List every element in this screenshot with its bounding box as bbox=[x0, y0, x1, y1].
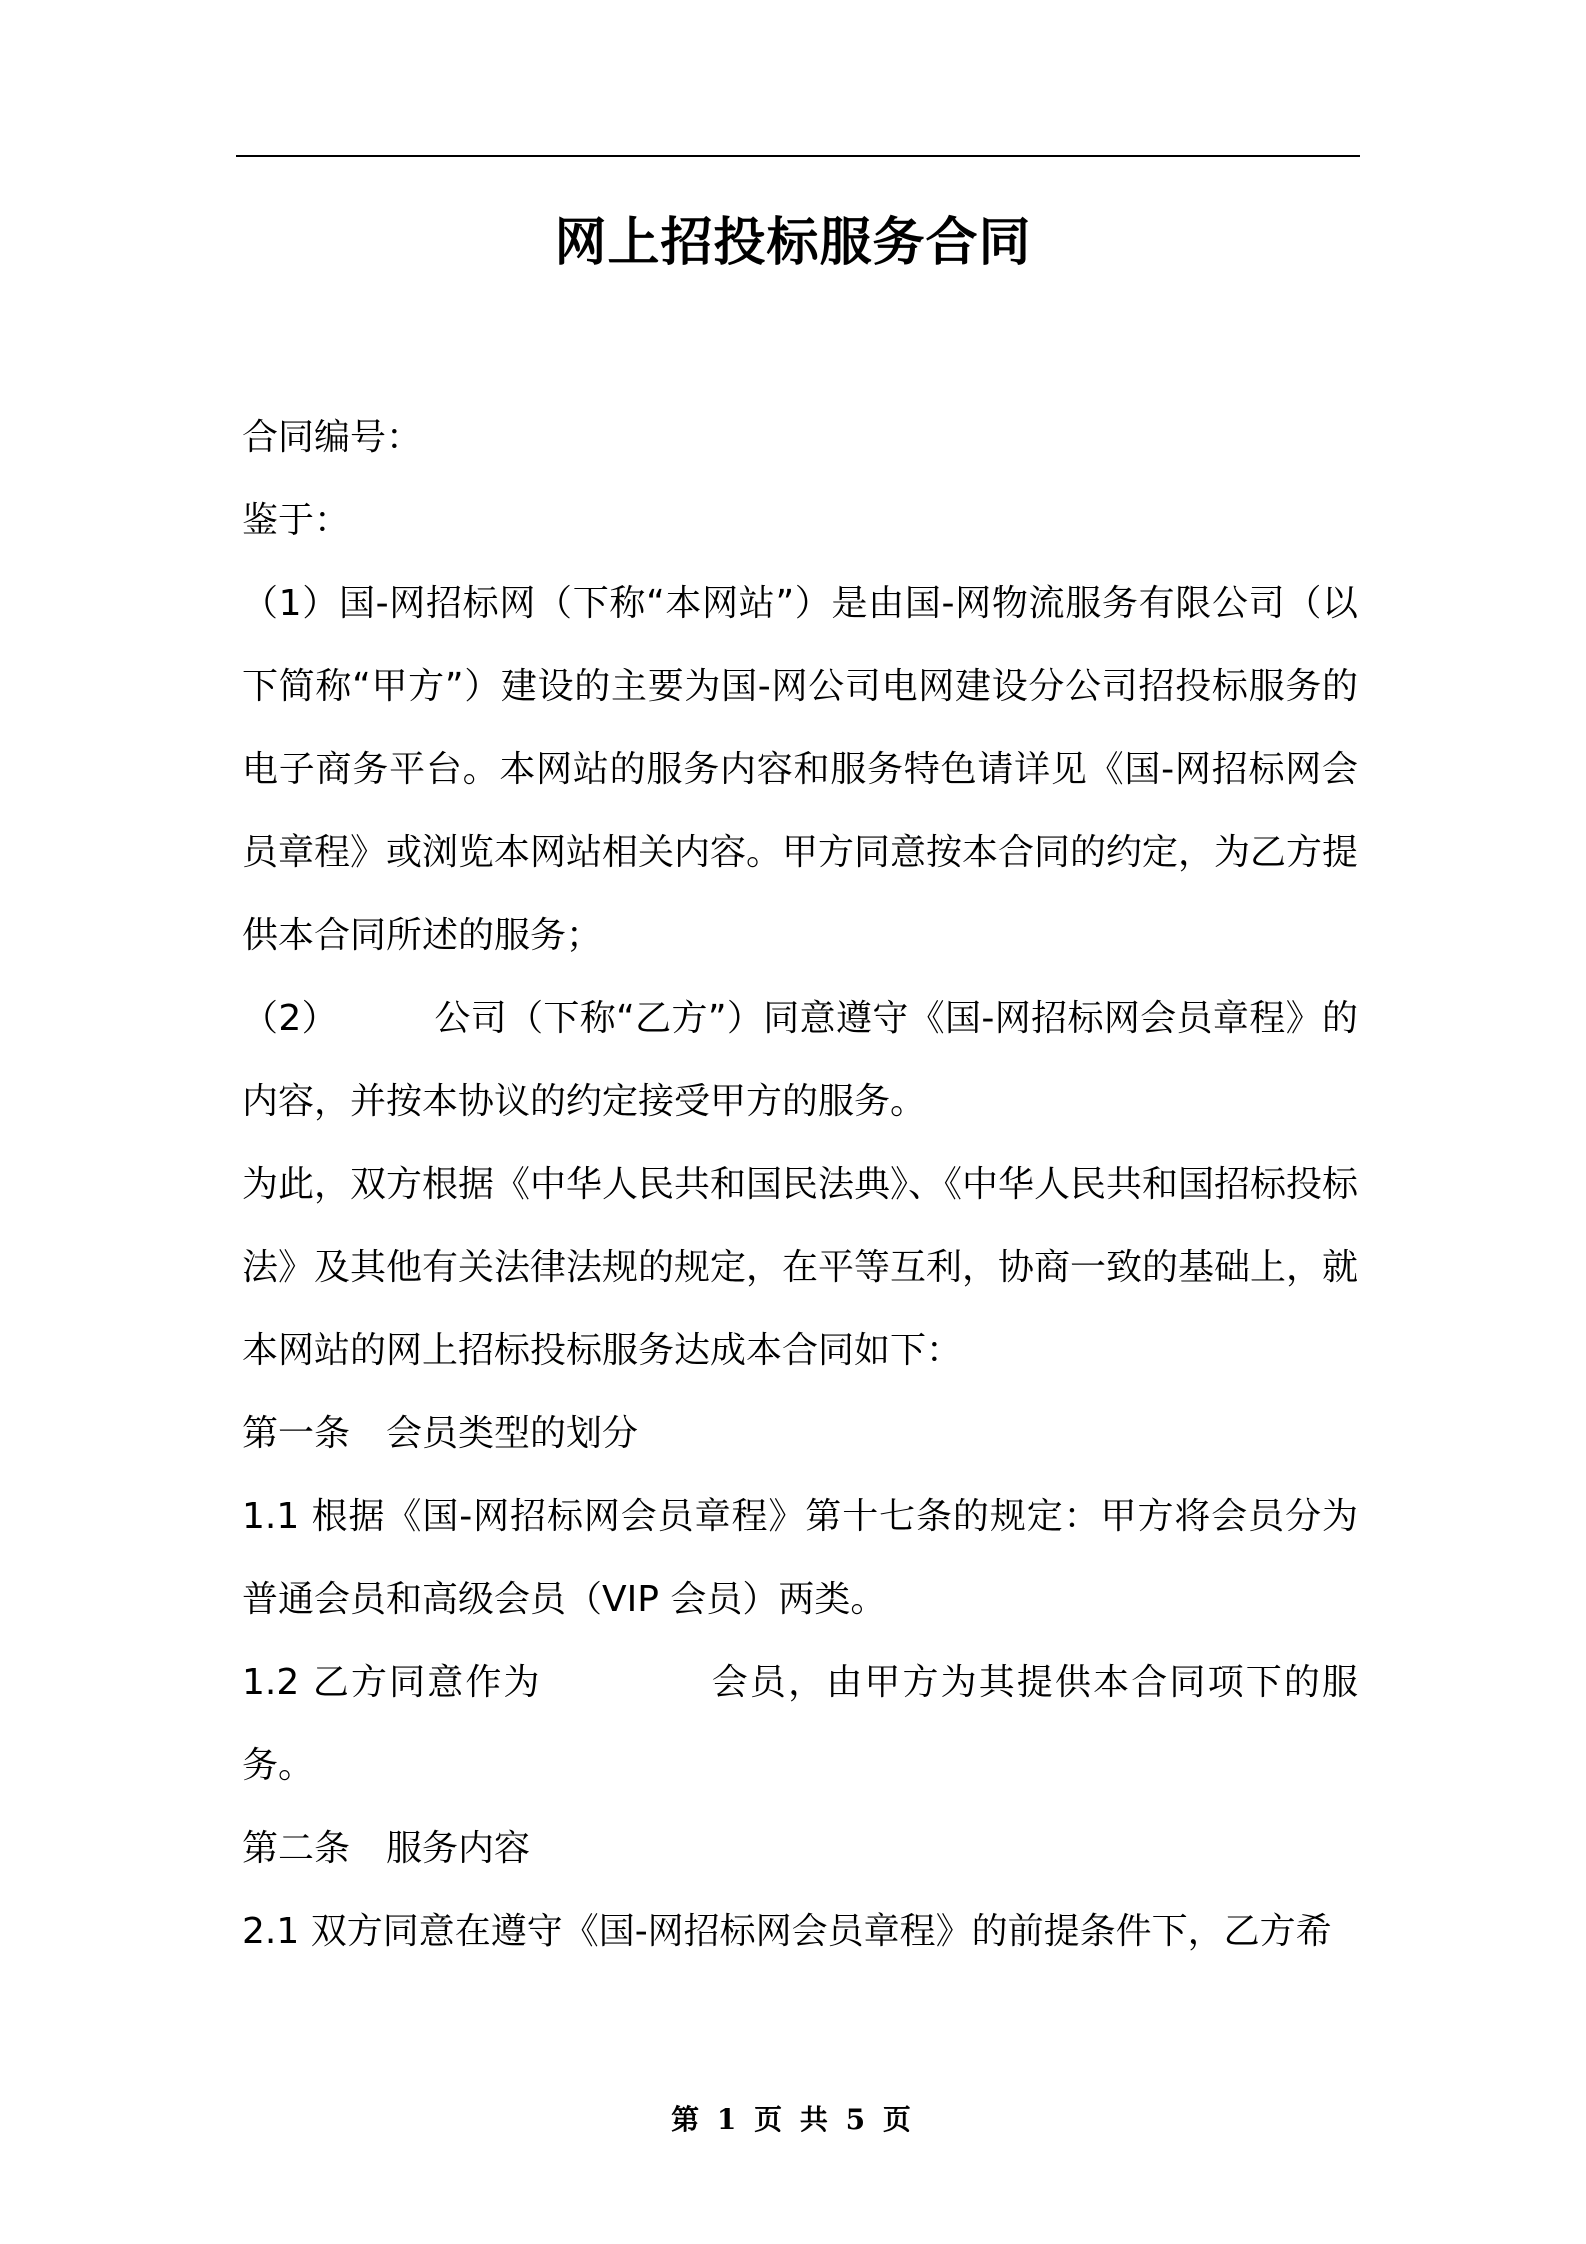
article-1-heading bbox=[242, 1392, 1358, 1475]
clause-1-2-prefix: 1.2 乙方同意作为 bbox=[242, 1662, 542, 1703]
article-1-title: 会员类型的划分 bbox=[386, 1413, 639, 1454]
article-1-number: 第一条 bbox=[242, 1413, 351, 1454]
whereas-line: 鉴于： bbox=[242, 500, 351, 541]
article-2-number: 第二条 bbox=[242, 1828, 351, 1869]
contract-number-line: 合同编号： bbox=[242, 417, 423, 458]
recital-item-1: （1）国-网招标网（下称“本网站”）是由国-网物流服务有限公司（以下简称“甲方”）建设的主要为国-网公司电网建设分公司招投标服务的电子商务平台。本网站的服务内容和服务特色请详见《国-网招标网会员章程》或浏览本网站相关内容。甲方同意按本合同的约定，为乙方提供本合同所述的服务； bbox=[242, 583, 1359, 956]
recital-item-2-prefix: （2） bbox=[242, 998, 338, 1039]
legal-basis-paragraph: 为此，双方根据《中华人民共和国民法典》、《中华人民共和国招标投标法》及其他有关法律法规的规定，在平等互利，协商一致的基础上，就本网站的网上招标投标服务达成本合同如下： bbox=[242, 1164, 1359, 1371]
recital-item-2-text: 公司（下称“乙方”）同意遵守《国-网招标网会员章程》的内容，并按本协议的约定接受甲方的服务。 bbox=[242, 998, 1358, 1122]
article-2-heading bbox=[242, 1807, 1358, 1890]
document-body bbox=[242, 396, 1358, 1973]
clause-1-2-text: 会员，由甲方为其提供本合同项下的服务。 bbox=[242, 1662, 1358, 1786]
header-rule bbox=[236, 155, 1360, 157]
clause-1-1: 1.1 根据《国-网招标网会员章程》第十七条的规定：甲方将会员分为普通会员和高级会员（VIP 会员）两类。 bbox=[242, 1496, 1358, 1620]
clause-1-2 bbox=[242, 1641, 1358, 1807]
article-2-title: 服务内容 bbox=[386, 1828, 531, 1869]
document-title: 网上招投标服务合同 bbox=[554, 213, 1032, 273]
page-number-footer: 第 1 页 共 5 页 bbox=[671, 2103, 915, 2136]
clause-2-1: 2.1 双方同意在遵守《国-网招标网会员章程》的前提条件下，乙方希 bbox=[242, 1911, 1332, 1952]
recital-item-2 bbox=[242, 977, 1358, 1143]
